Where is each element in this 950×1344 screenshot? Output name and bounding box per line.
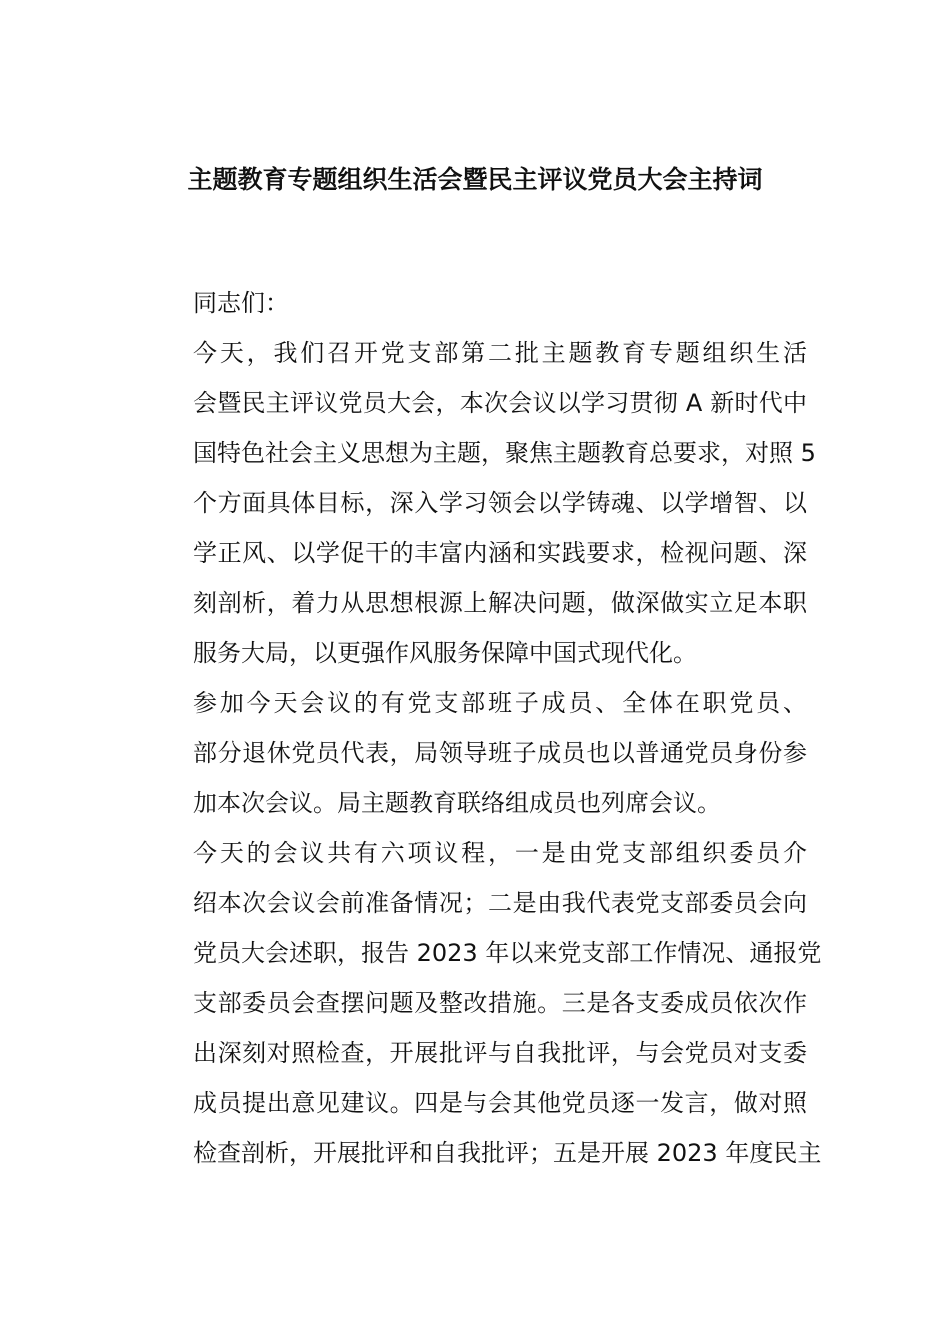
paragraph-line: 加本次会议。局主题教育联络组成员也列席会议。 <box>193 789 721 817</box>
paragraph-line: 刻剖析，着力从思想根源上解决问题，做深做实立足本职 <box>193 589 807 617</box>
paragraph-line: 绍本次会议会前准备情况；二是由我代表党支部委员会向 <box>193 889 807 917</box>
paragraph-line: 会暨民主评议党员大会，本次会议以学习贯彻 A 新时代中 <box>193 389 807 417</box>
paragraph-line: 个方面具体目标，深入学习领会以学铸魂、以学增智、以 <box>193 489 807 517</box>
salutation-line: 同志们： <box>193 289 289 317</box>
paragraph-line: 支部委员会查摆问题及整改措施。三是各支委成员依次作 <box>193 989 807 1017</box>
document-title: 主题教育专题组织生活会暨民主评议党员大会主持词 <box>187 165 763 194</box>
paragraph-line: 党员大会述职，报告 2023 年以来党支部工作情况、通报党 <box>193 939 822 967</box>
salutation <box>145 278 807 328</box>
paragraph-agenda <box>145 828 822 1178</box>
paragraph-line: 出深刻对照检查，开展批评与自我批评，与会党员对支委 <box>193 1039 807 1067</box>
paragraph-opening <box>145 328 816 678</box>
paragraph-attendees <box>145 678 807 828</box>
paragraph-line: 今天，我们召开党支部第二批主题教育专题组织生活 <box>193 339 807 367</box>
paragraph-line: 服务大局，以更强作风服务保障中国式现代化。 <box>193 639 697 667</box>
paragraph-line: 检查剖析，开展批评和自我批评；五是开展 2023 年度民主 <box>193 1139 822 1167</box>
paragraph-line: 参加今天会议的有党支部班子成员、全体在职党员、 <box>193 689 807 717</box>
paragraph-line: 成员提出意见建议。四是与会其他党员逐一发言，做对照 <box>193 1089 807 1117</box>
paragraph-line: 国特色社会主义思想为主题，聚焦主题教育总要求，对照 5 <box>193 439 816 467</box>
document-body <box>145 278 822 1178</box>
paragraph-line: 部分退休党员代表，局领导班子成员也以普通党员身份参 <box>193 739 807 767</box>
paragraph-line: 学正风、以学促干的丰富内涵和实践要求，检视问题、深 <box>193 539 807 567</box>
paragraph-line: 今天的会议共有六项议程，一是由党支部组织委员介 <box>193 839 807 867</box>
